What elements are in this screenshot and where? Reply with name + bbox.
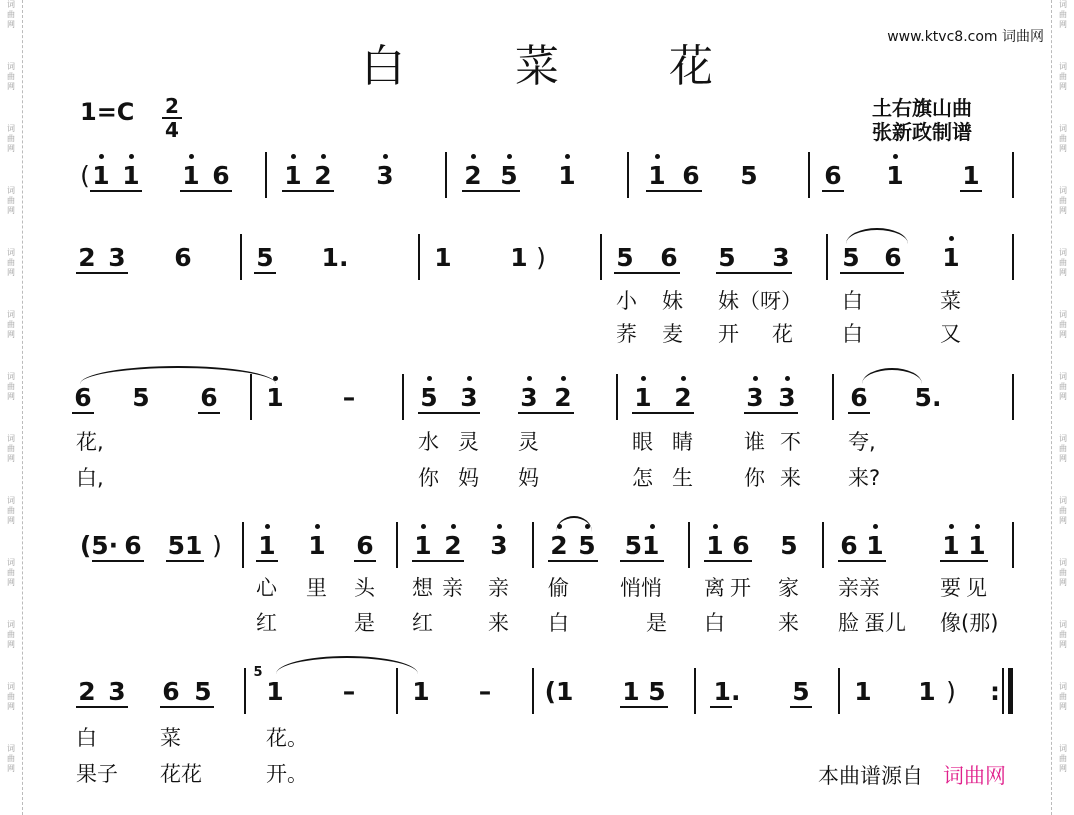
lyric: 里 bbox=[306, 576, 327, 600]
note: 5 bbox=[418, 384, 440, 412]
lyric: 亲 bbox=[488, 576, 509, 600]
note: 1 bbox=[884, 162, 906, 190]
watermark-gap bbox=[1052, 774, 1074, 806]
note: 6 bbox=[356, 531, 374, 560]
lyric: 离 bbox=[704, 576, 725, 600]
watermark-glyph: 词 bbox=[1059, 0, 1067, 9]
lyric: 头 bbox=[354, 576, 375, 600]
lyric: 睛 bbox=[672, 430, 693, 454]
grace-note: 5 bbox=[253, 665, 263, 680]
lyric: 花。 bbox=[266, 726, 308, 750]
note: ) bbox=[536, 243, 546, 272]
watermark-glyph: 词 bbox=[7, 682, 15, 691]
lyric: 亲 bbox=[442, 576, 463, 600]
watermark-gap bbox=[0, 154, 22, 186]
note: 5 bbox=[740, 161, 758, 190]
watermark-glyph: 曲 bbox=[7, 196, 15, 205]
watermark-gap bbox=[1052, 712, 1074, 744]
note: 1 bbox=[282, 162, 304, 190]
lyric: 不 bbox=[780, 430, 801, 454]
note: 6 bbox=[824, 161, 842, 190]
watermark-gap bbox=[1052, 154, 1074, 186]
note: 1 bbox=[918, 677, 936, 706]
watermark-glyph: 曲 bbox=[1059, 506, 1067, 515]
source-note bbox=[818, 760, 1006, 790]
note: (1 bbox=[544, 677, 574, 706]
watermark-glyph: 词 bbox=[1059, 124, 1067, 133]
lyric: 家 bbox=[778, 576, 799, 600]
note: 1. bbox=[713, 677, 741, 706]
watermark-glyph: 词 bbox=[7, 124, 15, 133]
lyric: 妈 bbox=[458, 466, 479, 490]
watermark-glyph: 词 bbox=[7, 620, 15, 629]
left-border-watermark bbox=[0, 0, 23, 815]
lyric: 又 bbox=[940, 322, 961, 346]
note: 1 bbox=[556, 162, 578, 190]
watermark-glyph: 词 bbox=[7, 434, 15, 443]
note: 1 bbox=[412, 532, 434, 560]
watermark-glyph: 词 bbox=[7, 744, 15, 753]
note: 2 bbox=[548, 532, 570, 560]
watermark-glyph: 网 bbox=[7, 144, 15, 153]
credits bbox=[872, 96, 972, 144]
watermark-gap bbox=[0, 278, 22, 310]
site-watermark: www.ktvc8.com 词曲网 bbox=[887, 29, 1044, 45]
watermark-gap bbox=[0, 92, 22, 124]
watermark-glyph: 词 bbox=[7, 558, 15, 567]
lyric: 白 bbox=[842, 322, 863, 346]
watermark-gap bbox=[0, 712, 22, 744]
lyric: 花花 bbox=[160, 762, 202, 786]
watermark-glyph: 词 bbox=[1059, 186, 1067, 195]
lyric: 脸 bbox=[838, 611, 859, 635]
watermark-glyph: 网 bbox=[1059, 206, 1067, 215]
composer: 土右旗山曲 bbox=[872, 96, 972, 120]
lyric: 是 bbox=[646, 611, 667, 635]
note: 1 bbox=[306, 532, 328, 560]
watermark-glyph: 曲 bbox=[1059, 754, 1067, 763]
watermark-gap bbox=[1052, 402, 1074, 434]
note: 6 bbox=[124, 531, 142, 560]
lyric: 花, bbox=[76, 430, 104, 454]
watermark-gap bbox=[0, 340, 22, 372]
lyric: 果子 bbox=[76, 762, 118, 786]
note: – bbox=[342, 677, 356, 706]
lyric: 你 bbox=[418, 466, 439, 490]
watermark-glyph: 词 bbox=[1059, 496, 1067, 505]
lyric: 水 bbox=[418, 430, 439, 454]
note: 5 bbox=[780, 531, 798, 560]
watermark-glyph: 曲 bbox=[7, 568, 15, 577]
note: 5 bbox=[256, 243, 274, 272]
note: 1 bbox=[256, 532, 278, 560]
note: 5 bbox=[576, 532, 598, 560]
lyric: 眼 bbox=[632, 430, 653, 454]
lyric: 荞 bbox=[616, 322, 637, 346]
note: 1 bbox=[180, 162, 202, 190]
lyric: 麦 bbox=[662, 322, 683, 346]
watermark-glyph: 词 bbox=[7, 310, 15, 319]
watermark-glyph: 曲 bbox=[7, 630, 15, 639]
lyric: 红 bbox=[412, 611, 433, 635]
note: 5 bbox=[498, 162, 520, 190]
watermark-gap bbox=[1052, 588, 1074, 620]
note: 1 bbox=[940, 532, 962, 560]
note: 5 bbox=[648, 677, 666, 706]
note: 3 bbox=[518, 384, 540, 412]
lyric: 谁 bbox=[744, 430, 765, 454]
note: 1. bbox=[321, 243, 349, 272]
watermark-glyph: 曲 bbox=[7, 320, 15, 329]
watermark-glyph: 词 bbox=[1059, 682, 1067, 691]
note: 1 bbox=[704, 532, 726, 560]
watermark-glyph: 网 bbox=[1059, 578, 1067, 587]
watermark-glyph: 网 bbox=[7, 764, 15, 773]
note: 6 bbox=[732, 531, 750, 560]
watermark-glyph: 网 bbox=[7, 392, 15, 401]
note: ) bbox=[212, 531, 222, 560]
watermark-glyph: 曲 bbox=[7, 134, 15, 143]
watermark-glyph: 网 bbox=[1059, 516, 1067, 525]
lyric: 生 bbox=[672, 466, 693, 490]
watermark-glyph: 曲 bbox=[7, 754, 15, 763]
watermark-glyph: 曲 bbox=[1059, 196, 1067, 205]
lyric: 菜 bbox=[940, 289, 961, 313]
lyric: 来 bbox=[778, 611, 799, 635]
watermark-glyph: 网 bbox=[7, 82, 15, 91]
note: 3 bbox=[108, 243, 126, 272]
time-sig-bottom: 4 bbox=[165, 118, 179, 142]
watermark-glyph: 网 bbox=[1059, 764, 1067, 773]
watermark-glyph: 词 bbox=[1059, 434, 1067, 443]
watermark-glyph: 网 bbox=[7, 516, 15, 525]
right-border-watermark bbox=[1051, 0, 1074, 815]
watermark-glyph: 曲 bbox=[1059, 630, 1067, 639]
watermark-glyph: 网 bbox=[7, 578, 15, 587]
lyric: 开 bbox=[730, 576, 751, 600]
note: 5 bbox=[792, 677, 810, 706]
watermark-gap bbox=[0, 588, 22, 620]
watermark-glyph: 词 bbox=[7, 186, 15, 195]
watermark-glyph: 词 bbox=[7, 496, 15, 505]
lyric: 白 bbox=[548, 611, 569, 635]
note: 51 bbox=[620, 532, 664, 560]
watermark-glyph: 曲 bbox=[7, 506, 15, 515]
note: 2 bbox=[672, 384, 694, 412]
note: 2 bbox=[552, 384, 574, 412]
note: 2 bbox=[462, 162, 484, 190]
note: 1 bbox=[90, 162, 112, 190]
note: 1 bbox=[632, 384, 654, 412]
watermark-glyph: 曲 bbox=[7, 692, 15, 701]
note: 5 bbox=[132, 383, 150, 412]
watermark-glyph: 网 bbox=[7, 454, 15, 463]
note: 1 bbox=[962, 161, 980, 190]
note: 6 bbox=[174, 243, 192, 272]
note: 3 bbox=[458, 384, 480, 412]
watermark-glyph: 曲 bbox=[7, 382, 15, 391]
watermark-glyph: 词 bbox=[1059, 372, 1067, 381]
watermark-glyph: 网 bbox=[7, 268, 15, 277]
watermark-glyph: 词 bbox=[1059, 620, 1067, 629]
note: 1 bbox=[510, 243, 528, 272]
note: 3 bbox=[374, 162, 396, 190]
watermark-glyph: 词 bbox=[7, 372, 15, 381]
watermark-glyph: 曲 bbox=[7, 444, 15, 453]
note: 1 bbox=[966, 532, 988, 560]
note: 6 bbox=[74, 383, 92, 412]
note: – bbox=[342, 383, 356, 412]
note: 5 bbox=[616, 243, 634, 272]
lyric: 白, bbox=[76, 466, 104, 490]
key-signature: 1=C bbox=[80, 98, 135, 126]
lyric: 心 bbox=[256, 576, 277, 600]
lyric: 开。 bbox=[266, 762, 308, 786]
watermark-gap bbox=[0, 650, 22, 682]
repeat-dots: : bbox=[990, 677, 1000, 706]
lyric: 菜 bbox=[160, 726, 181, 750]
watermark-glyph: 网 bbox=[1059, 702, 1067, 711]
note: 1 bbox=[264, 384, 286, 412]
note: 2 bbox=[312, 162, 334, 190]
note: ) bbox=[946, 677, 956, 706]
watermark-glyph: 网 bbox=[7, 330, 15, 339]
song-title: 白 菜 花 bbox=[361, 41, 761, 92]
note: 3 bbox=[108, 677, 126, 706]
watermark-glyph: 网 bbox=[7, 640, 15, 649]
lyric: 白 bbox=[76, 726, 97, 750]
watermark-glyph: 网 bbox=[1059, 454, 1067, 463]
lyric: 妈 bbox=[518, 466, 539, 490]
lyric: 妹（呀） bbox=[718, 289, 802, 313]
note: 6 bbox=[212, 161, 230, 190]
note: ( bbox=[80, 161, 90, 190]
note: 1 bbox=[940, 244, 962, 272]
watermark-gap bbox=[1052, 92, 1074, 124]
watermark-gap bbox=[0, 402, 22, 434]
time-sig-top: 2 bbox=[165, 94, 179, 118]
lyric: 是 bbox=[354, 611, 375, 635]
note: 1 bbox=[864, 532, 886, 560]
lyric: 灵 bbox=[518, 430, 539, 454]
note: 6 bbox=[162, 677, 180, 706]
note: 6 bbox=[840, 531, 858, 560]
note: 6 bbox=[850, 383, 868, 412]
watermark-glyph: 网 bbox=[7, 702, 15, 711]
note: 5 bbox=[842, 243, 860, 272]
watermark-gap bbox=[1052, 216, 1074, 248]
time-signature bbox=[162, 96, 182, 140]
watermark-gap bbox=[0, 216, 22, 248]
watermark-glyph: 网 bbox=[1059, 20, 1067, 29]
watermark-glyph: 网 bbox=[7, 20, 15, 29]
lyric: 来 bbox=[488, 611, 509, 635]
lyric: 开 bbox=[718, 322, 739, 346]
lyric: 亲亲 bbox=[838, 576, 880, 600]
lyric: 红 bbox=[256, 611, 277, 635]
note: (5· bbox=[79, 531, 119, 560]
lyric: 蛋儿 bbox=[864, 611, 906, 635]
note: 6 bbox=[682, 161, 700, 190]
note: 1 bbox=[622, 677, 640, 706]
watermark-glyph: 词 bbox=[1059, 248, 1067, 257]
note: 1 bbox=[266, 677, 284, 706]
watermark-glyph: 曲 bbox=[7, 72, 15, 81]
note: 2 bbox=[78, 243, 96, 272]
watermark-glyph: 网 bbox=[1059, 640, 1067, 649]
watermark-glyph: 网 bbox=[7, 206, 15, 215]
watermark-glyph: 曲 bbox=[1059, 568, 1067, 577]
watermark-glyph: 词 bbox=[7, 248, 15, 257]
note: 6 bbox=[660, 243, 678, 272]
lyric: 怎 bbox=[632, 466, 653, 490]
watermark-gap bbox=[1052, 278, 1074, 310]
note: – bbox=[478, 677, 492, 706]
lyric: 白 bbox=[704, 611, 725, 635]
note: 1 bbox=[646, 162, 668, 190]
source-text: 本曲谱源自 bbox=[818, 764, 923, 788]
source-brand[interactable]: 词曲网 bbox=[943, 764, 1006, 788]
lyric: 偷 bbox=[548, 576, 569, 600]
note: 3 bbox=[776, 384, 798, 412]
note: 1 bbox=[120, 162, 142, 190]
watermark-glyph: 曲 bbox=[1059, 444, 1067, 453]
watermark-gap bbox=[0, 774, 22, 806]
lyric: 来 bbox=[780, 466, 801, 490]
watermark-glyph: 网 bbox=[1059, 82, 1067, 91]
lyric: 悄悄 bbox=[620, 576, 662, 600]
watermark-glyph: 网 bbox=[1059, 392, 1067, 401]
watermark-glyph: 词 bbox=[7, 62, 15, 71]
watermark-glyph: 词 bbox=[7, 0, 15, 9]
lyric: 灵 bbox=[458, 430, 479, 454]
lyric: 来? bbox=[848, 466, 881, 490]
watermark-gap bbox=[1052, 340, 1074, 372]
watermark-glyph: 曲 bbox=[7, 10, 15, 19]
note: 1 bbox=[434, 243, 452, 272]
transcriber: 张新政制谱 bbox=[872, 120, 972, 144]
watermark-gap bbox=[0, 526, 22, 558]
watermark-glyph: 词 bbox=[1059, 62, 1067, 71]
note: 5 bbox=[194, 677, 212, 706]
watermark-glyph: 曲 bbox=[1059, 258, 1067, 267]
lyric: 要 bbox=[940, 576, 961, 600]
watermark-glyph: 曲 bbox=[1059, 10, 1067, 19]
watermark-glyph: 词 bbox=[1059, 310, 1067, 319]
note: 2 bbox=[442, 532, 464, 560]
lyric: 像(那) bbox=[940, 611, 999, 635]
lyric: 夸, bbox=[848, 430, 876, 454]
watermark-glyph: 曲 bbox=[1059, 320, 1067, 329]
lyric: 想 bbox=[412, 576, 433, 600]
note: 3 bbox=[488, 532, 510, 560]
note: 3 bbox=[744, 384, 766, 412]
watermark-glyph: 曲 bbox=[1059, 134, 1067, 143]
note: 1 bbox=[412, 677, 430, 706]
note: 6 bbox=[884, 243, 902, 272]
watermark-glyph: 网 bbox=[1059, 330, 1067, 339]
watermark-glyph: 曲 bbox=[1059, 72, 1067, 81]
watermark-gap bbox=[1052, 464, 1074, 496]
lyric: 小 bbox=[616, 289, 637, 313]
lyric: 你 bbox=[744, 466, 765, 490]
note: 5. bbox=[914, 383, 942, 412]
note: 3 bbox=[772, 243, 790, 272]
watermark-gap bbox=[1052, 650, 1074, 682]
watermark-glyph: 词 bbox=[1059, 744, 1067, 753]
watermark-glyph: 曲 bbox=[1059, 692, 1067, 701]
lyric: 花 bbox=[772, 322, 793, 346]
watermark-glyph: 网 bbox=[1059, 268, 1067, 277]
note: 6 bbox=[200, 383, 218, 412]
lyric: 见 bbox=[966, 576, 987, 600]
note: 5 bbox=[718, 243, 736, 272]
note: 2 bbox=[78, 677, 96, 706]
watermark-gap bbox=[1052, 526, 1074, 558]
watermark-glyph: 曲 bbox=[1059, 382, 1067, 391]
watermark-glyph: 曲 bbox=[7, 258, 15, 267]
lyric: 白 bbox=[842, 289, 863, 313]
note: 1 bbox=[854, 677, 872, 706]
note: 51 bbox=[167, 531, 203, 560]
lyric: 妹 bbox=[662, 289, 683, 313]
watermark-gap bbox=[0, 464, 22, 496]
watermark-glyph: 词 bbox=[1059, 558, 1067, 567]
watermark-glyph: 网 bbox=[1059, 144, 1067, 153]
